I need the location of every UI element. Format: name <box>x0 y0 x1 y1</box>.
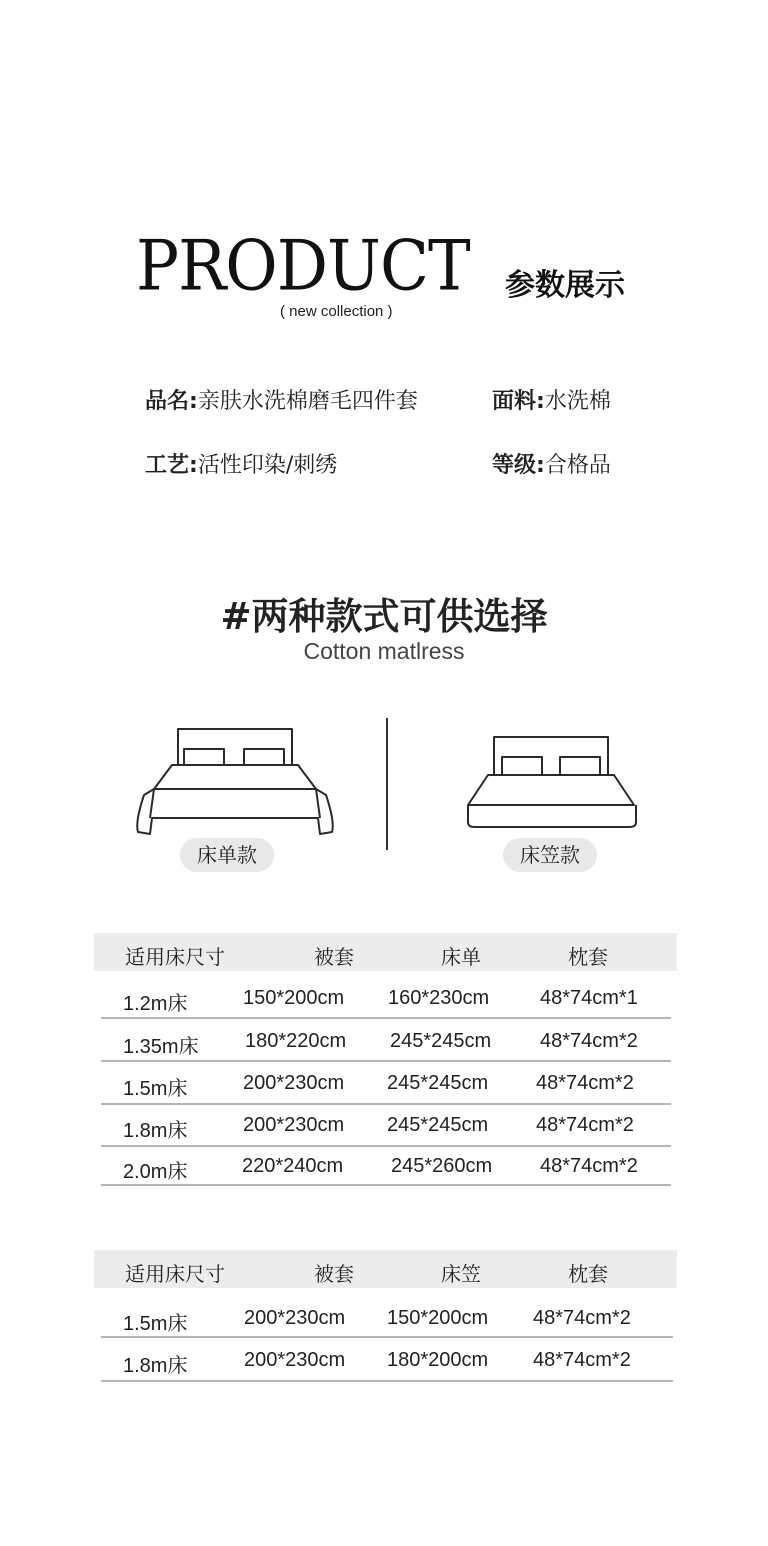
table1-header-sheet: 床单 <box>441 945 481 969</box>
row-divider <box>101 1380 673 1382</box>
spec-craft-value: 活性印染/刺绣 <box>197 453 338 478</box>
table2-header-fitted-sheet: 床笠 <box>441 1262 481 1286</box>
style-label-flat-sheet: 床单款 <box>180 838 274 872</box>
cell-sheet: 245*245cm <box>390 1030 492 1052</box>
cell-duvet: 180*220cm <box>245 1030 347 1052</box>
cell-size: 2.0m床 <box>123 1161 188 1183</box>
spec-grade-key: 等级: <box>492 453 545 478</box>
cell-fitted-sheet: 150*200cm <box>387 1307 489 1329</box>
cell-sheet: 245*245cm <box>387 1072 489 1094</box>
cell-duvet: 220*240cm <box>242 1155 344 1177</box>
spec-name <box>145 388 418 416</box>
cell-pillowcase: 48*74cm*2 <box>533 1349 631 1371</box>
styles-title: #两种款式可供选择 <box>220 595 548 638</box>
table1-header-pillowcase: 枕套 <box>568 945 608 969</box>
fitted-sheet-bed-icon <box>462 732 642 832</box>
table-row <box>0 1114 768 1142</box>
style-label-fitted-sheet: 床笠款 <box>503 838 597 872</box>
row-divider <box>101 1336 673 1338</box>
cell-fitted-sheet: 180*200cm <box>387 1349 489 1371</box>
style-divider <box>386 718 388 850</box>
row-divider <box>101 1184 671 1186</box>
styles-subtitle: Cotton matlress <box>303 638 465 664</box>
cell-pillowcase: 48*74cm*2 <box>540 1030 638 1052</box>
cell-pillowcase: 48*74cm*1 <box>540 987 638 1009</box>
spec-name-value: 亲肤水洗棉磨毛四件套 <box>197 389 418 414</box>
hero-subtitle: ( new collection ) <box>280 303 393 320</box>
cell-pillowcase: 48*74cm*2 <box>536 1072 634 1094</box>
table-row <box>0 1155 768 1183</box>
cell-sheet: 245*245cm <box>387 1114 489 1136</box>
table1-header-size: 适用床尺寸 <box>125 945 225 969</box>
table-row <box>0 1307 768 1335</box>
spec-grade <box>492 452 611 480</box>
cell-duvet: 200*230cm <box>244 1307 346 1329</box>
cell-pillowcase: 48*74cm*2 <box>540 1155 638 1177</box>
cell-duvet: 150*200cm <box>243 987 345 1009</box>
table-row <box>0 987 768 1015</box>
cell-sheet: 245*260cm <box>391 1155 493 1177</box>
table2-header <box>94 1250 677 1288</box>
table1-header <box>94 933 677 971</box>
table2-header-size: 适用床尺寸 <box>125 1262 225 1286</box>
row-divider <box>101 1103 671 1105</box>
spec-fabric-key: 面料: <box>492 389 545 414</box>
cell-sheet: 160*230cm <box>388 987 490 1009</box>
spec-craft <box>145 452 337 480</box>
cell-size: 1.2m床 <box>123 993 188 1015</box>
cell-size: 1.35m床 <box>123 1036 199 1058</box>
flat-sheet-bed-icon <box>130 722 340 840</box>
cell-pillowcase: 48*74cm*2 <box>533 1307 631 1329</box>
spec-fabric <box>492 388 611 416</box>
cell-duvet: 200*230cm <box>243 1072 345 1094</box>
cell-duvet: 200*230cm <box>243 1114 345 1136</box>
table-row <box>0 1030 768 1058</box>
row-divider <box>101 1060 671 1062</box>
table-row <box>0 1349 768 1377</box>
table1-header-duvet: 被套 <box>314 945 354 969</box>
hero-title: PRODUCT <box>136 226 470 307</box>
section-heading-params: 参数展示 <box>505 268 625 303</box>
row-divider <box>101 1017 671 1019</box>
cell-size: 1.8m床 <box>123 1120 188 1142</box>
cell-size: 1.5m床 <box>123 1078 188 1100</box>
cell-size: 1.8m床 <box>123 1355 188 1377</box>
table2-header-pillowcase: 枕套 <box>568 1262 608 1286</box>
cell-size: 1.5m床 <box>123 1313 188 1335</box>
table-row <box>0 1072 768 1100</box>
spec-name-key: 品名: <box>145 389 198 414</box>
spec-fabric-value: 水洗棉 <box>544 389 611 414</box>
row-divider <box>101 1145 671 1147</box>
table2-header-duvet: 被套 <box>314 1262 354 1286</box>
cell-duvet: 200*230cm <box>244 1349 346 1371</box>
spec-grade-value: 合格品 <box>544 453 611 478</box>
cell-pillowcase: 48*74cm*2 <box>536 1114 634 1136</box>
spec-craft-key: 工艺: <box>145 453 198 478</box>
